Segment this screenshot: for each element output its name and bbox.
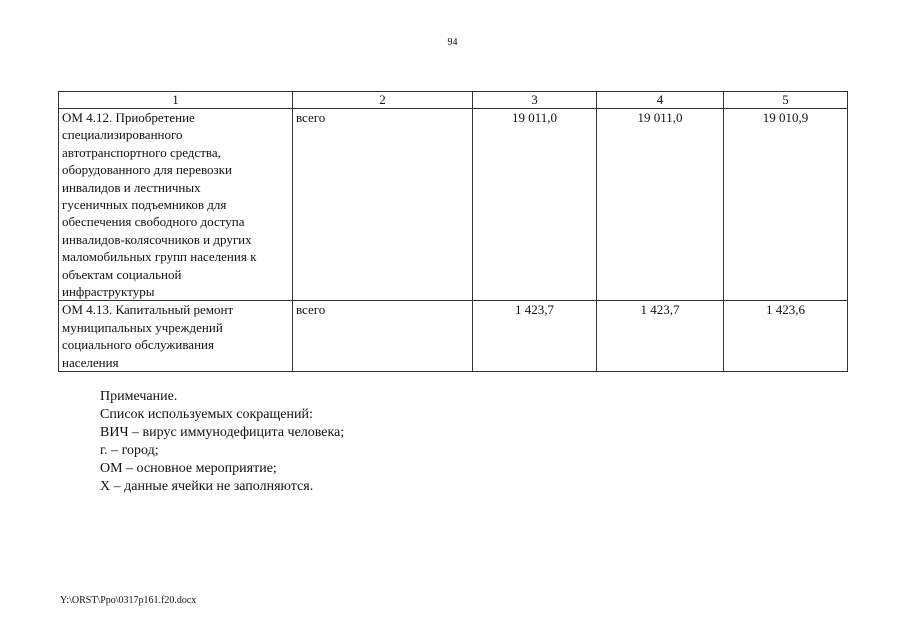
measure-name-line: маломобильных групп населения к (62, 249, 257, 265)
measure-name-line: инфраструктуры (62, 284, 155, 300)
table-row-om-4-12 (59, 109, 848, 301)
notes-block (100, 388, 344, 496)
value-col-4: 19 011,0 (597, 109, 724, 301)
measure-name-line: обеспечения свободного доступа (62, 214, 245, 230)
measure-name-line: социального обслуживания (62, 337, 214, 353)
value-col-3: 1 423,7 (473, 301, 597, 372)
column-header-2: 2 (293, 92, 473, 109)
abbreviation-item: ОМ – основное мероприятие; (100, 461, 277, 476)
file-path-footer: Y:\ORST\Ppo\0317p161.f20.docx (60, 595, 197, 606)
abbreviations-heading: Список используемых сокращений: (100, 407, 313, 422)
abbreviation-item: г. – город; (100, 443, 159, 458)
value-col-3: 19 011,0 (473, 109, 597, 301)
column-header-3: 3 (473, 92, 597, 109)
notes-title: Примечание. (100, 389, 178, 404)
table-row-om-4-13 (59, 301, 848, 372)
measure-name-line: оборудованного для перевозки (62, 162, 232, 178)
column-header-1: 1 (59, 92, 293, 109)
measure-name-line: инвалидов-колясочников и других (62, 231, 252, 247)
data-table (58, 91, 848, 372)
measure-name-line: гусеничных подъемников для (62, 197, 227, 213)
abbreviation-item: Х – данные ячейки не заполняются. (100, 479, 314, 494)
page-number: 94 (447, 37, 458, 48)
abbreviation-item: ВИЧ – вирус иммунодефицита человека; (100, 425, 345, 440)
funding-source-cell: всего (293, 301, 473, 372)
column-header-4: 4 (597, 92, 724, 109)
measure-name-line: муниципальных учреждений (62, 319, 223, 335)
measure-name-cell (59, 301, 293, 372)
value-col-5: 19 010,9 (724, 109, 848, 301)
measure-name-cell (59, 109, 293, 301)
table-header-row (59, 92, 848, 109)
measure-name-line: ОМ 4.13. Капитальный ремонт (62, 302, 234, 318)
value-col-5: 1 423,6 (724, 301, 848, 372)
measure-name-line: специализированного (62, 127, 183, 143)
measure-name-line: населения (62, 354, 119, 370)
measure-name-line: автотранспортного средства, (62, 144, 221, 160)
value-col-4: 1 423,7 (597, 301, 724, 372)
measure-name-line: инвалидов и лестничных (62, 179, 201, 195)
funding-source-cell: всего (293, 109, 473, 301)
measure-name-line: ОМ 4.12. Приобретение (62, 110, 195, 125)
measure-name-line: объектам социальной (62, 266, 182, 282)
column-header-5: 5 (724, 92, 848, 109)
